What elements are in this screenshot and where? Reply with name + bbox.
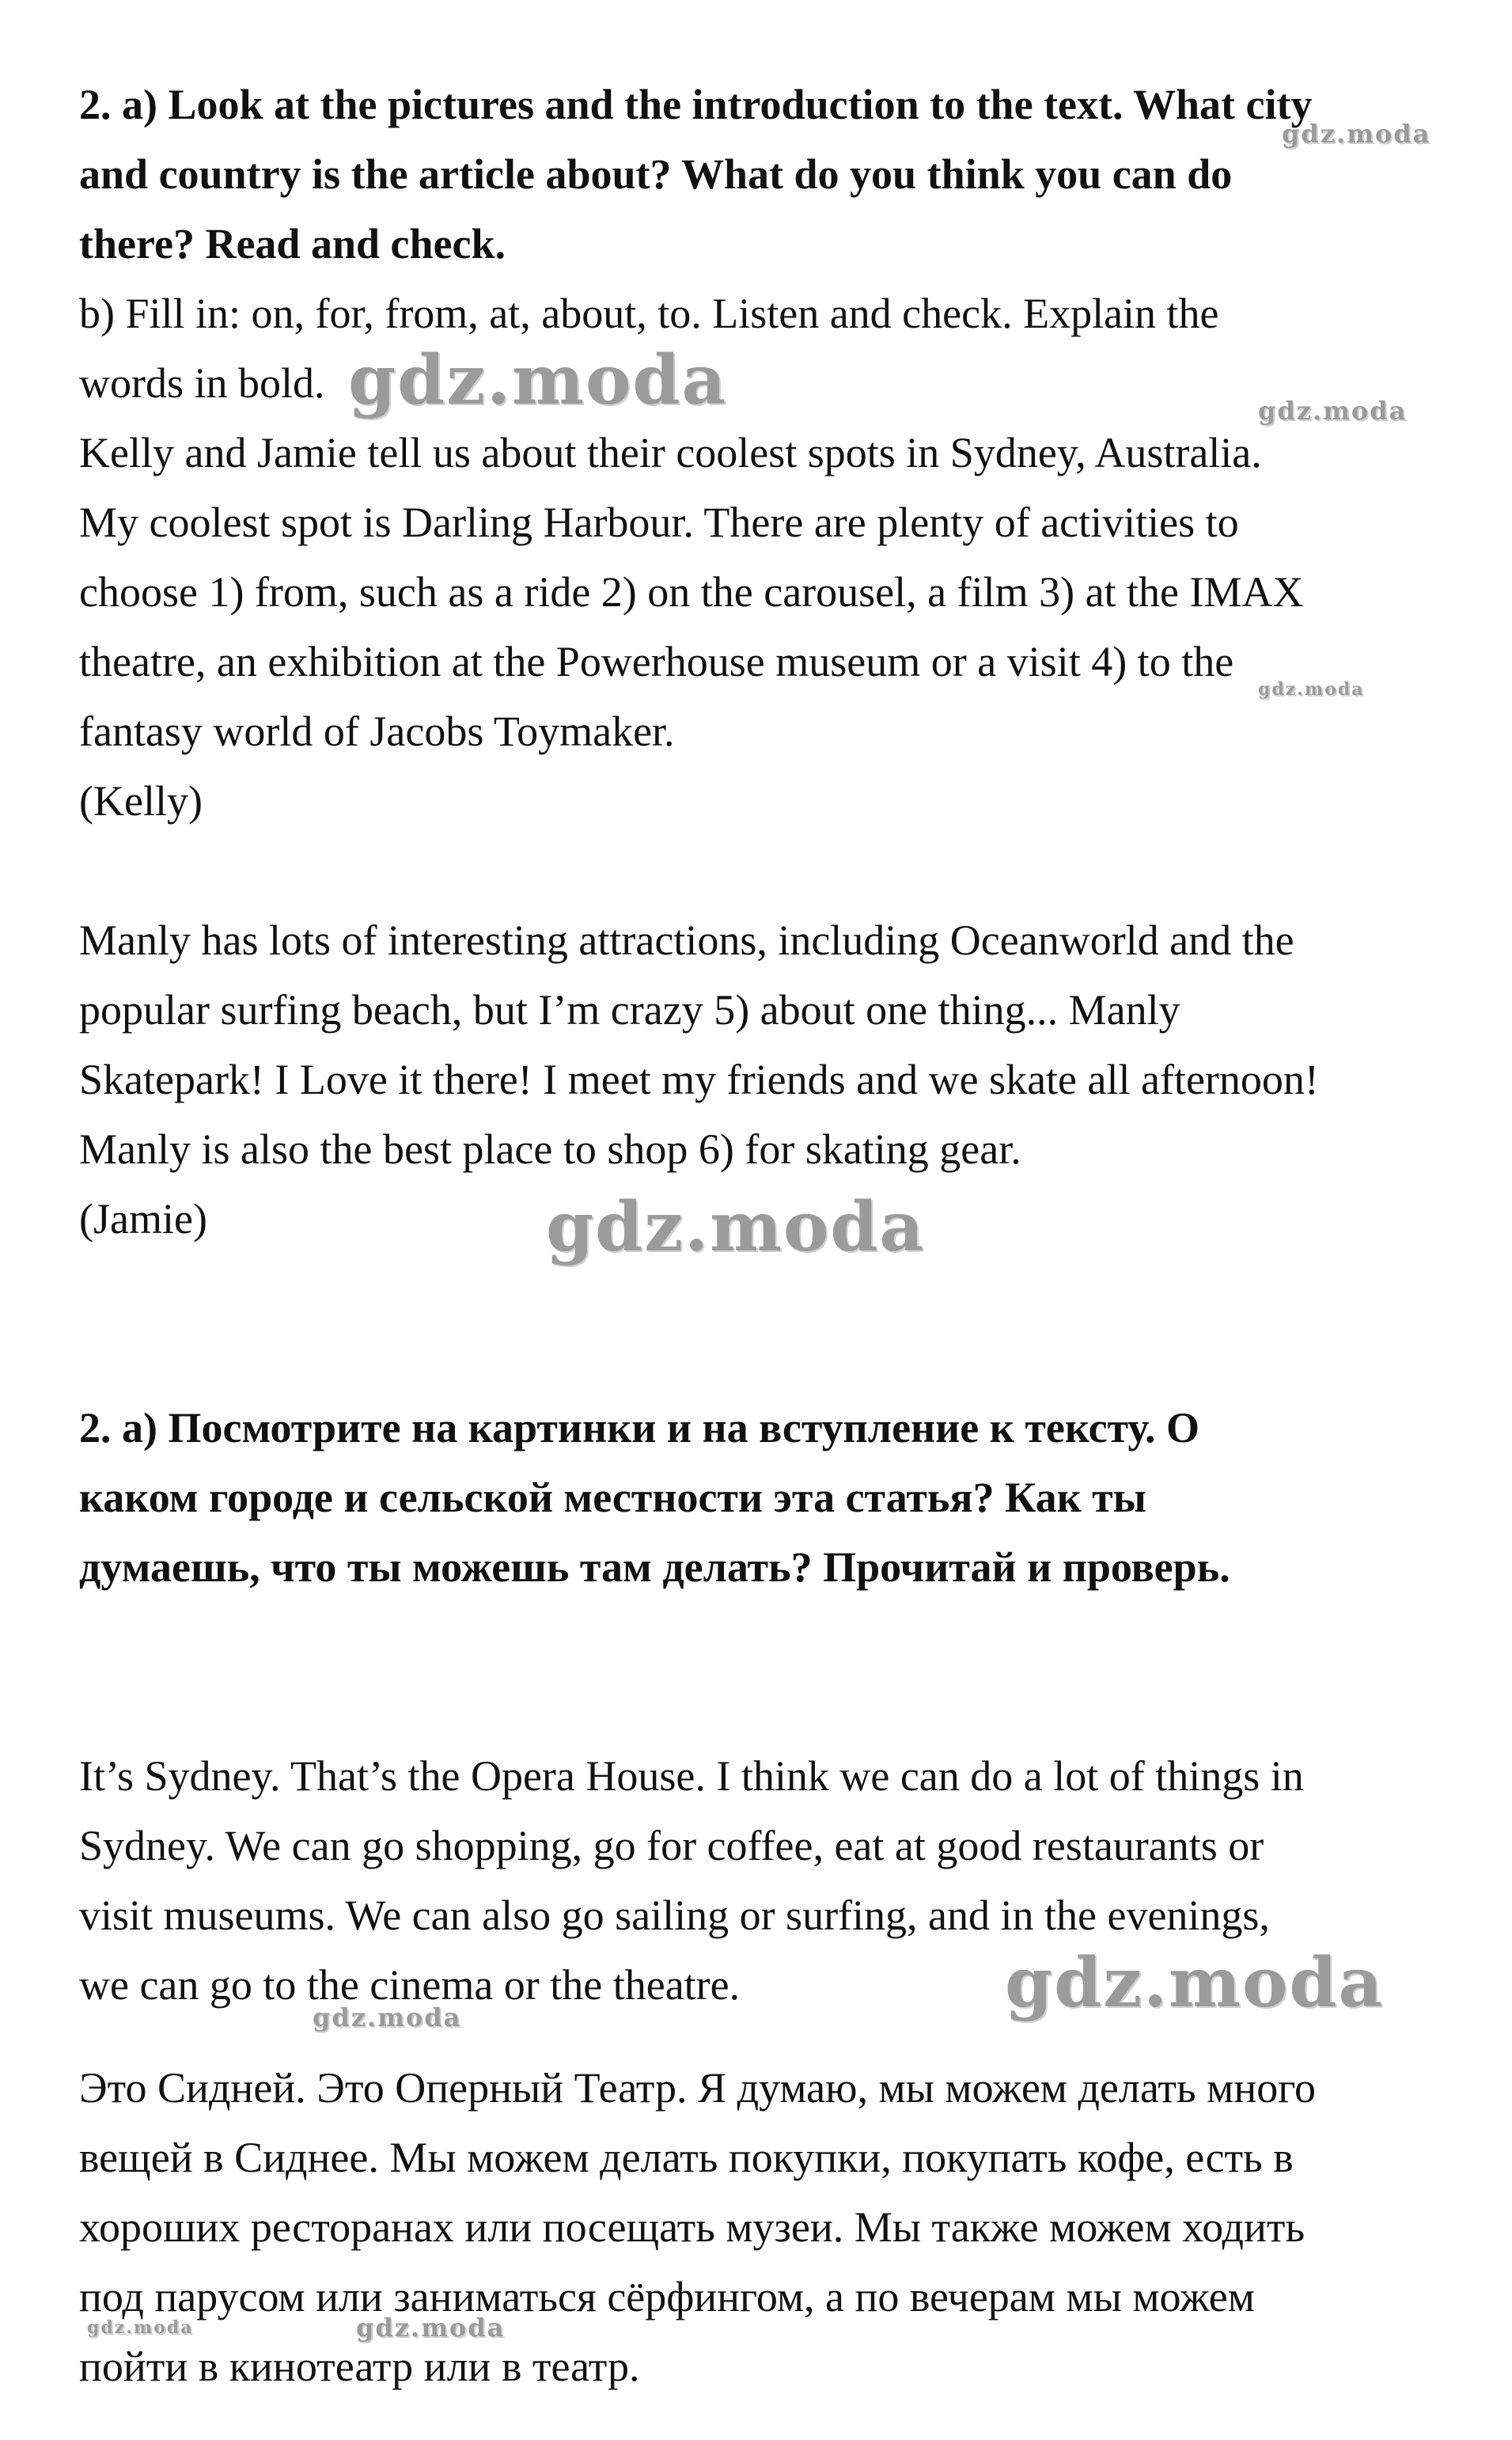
jamie-line: popular surfing beach, but I’m crazy 5) about one thing... Manly <box>79 986 1180 1034</box>
task-a-ru-line: думаешь, что ты можешь там делать? Прочитай и проверь. <box>79 1543 1230 1591</box>
task-b-english <box>79 279 1456 418</box>
watermark: gdz.moda <box>1282 119 1431 149</box>
answer-ru-line: пойти в кинотеатр или в театр. <box>79 2343 640 2390</box>
kelly-line: My coolest spot is Darling Harbour. There are plenty of activities to <box>79 499 1239 546</box>
jamie-signature: (Jamie) <box>79 1195 207 1243</box>
answer-en-line: we can go to the cinema or the theatre. <box>79 1961 741 2009</box>
article-intro <box>79 418 1456 488</box>
watermark: gdz.moda <box>546 1187 926 1267</box>
task-a-ru-line: каком городе и сельской местности эта статья? Как ты <box>79 1474 1146 1521</box>
task-a-line: and country is the article about? What do you think you can do <box>79 150 1233 198</box>
kelly-signature: (Kelly) <box>79 777 203 825</box>
answer-ru-line: хороших ресторанах или посещать музеи. Мы также можем ходить <box>79 2203 1305 2251</box>
watermark: gdz.moda <box>348 340 728 420</box>
spacer <box>79 836 1456 905</box>
task-a-russian <box>79 1393 1456 1602</box>
kelly-line: fantasy world of Jacobs Toymaker. <box>79 708 675 755</box>
spacer <box>79 1602 1456 1741</box>
kelly-line: theatre, an exhibition at the Powerhouse museum or a visit 4) to the <box>79 638 1234 685</box>
jamie-line: Manly is also the best place to shop 6) for skating gear. <box>79 1125 1021 1173</box>
jamie-line: Manly has lots of interesting attractions, including Oceanworld and the <box>79 916 1294 964</box>
answer-ru-line: вещей в Сиднее. Мы можем делать покупки, покупать кофе, есть в <box>79 2134 1294 2181</box>
spacer <box>79 1254 1456 1393</box>
watermark: gdz.moda <box>1258 679 1365 700</box>
watermark: gdz.moda <box>356 2313 506 2343</box>
answer-ru-line: Это Сидней. Это Оперный Театр. Я думаю, мы можем делать много <box>79 2064 1317 2112</box>
task-b-line: words in bold. <box>79 359 325 407</box>
intro-line: Kelly and Jamie tell us about their coolest spots in Sydney, Australia. <box>79 429 1262 476</box>
task-a-line: 2. a) Look at the pictures and the introduction to the text. What city <box>79 81 1313 128</box>
answer-en-line: Sydney. We can go shopping, go for coffee, eat at good restaurants or <box>79 1822 1264 1869</box>
watermark: gdz.moda <box>1258 396 1408 426</box>
answer-en-line: It’s Sydney. That’s the Opera House. I think we can do a lot of things in <box>79 1752 1304 1800</box>
answer-russian <box>79 2053 1456 2401</box>
watermark: gdz.moda <box>313 2002 462 2032</box>
jamie-line: Skatepark! I Love it there! I meet my friends and we skate all afternoon! <box>79 1056 1319 1103</box>
answer-ru-line: под парусом или заниматься сёрфингом, а по вечерам мы можем <box>79 2273 1255 2320</box>
task-a-line: there? Read and check. <box>79 220 506 268</box>
watermark: gdz.moda <box>87 2317 194 2338</box>
kelly-line: choose 1) from, such as a ride 2) on the carousel, a film 3) at the IMAX <box>79 568 1304 616</box>
answer-en-line: visit museums. We can also go sailing or surfing, and in the evenings, <box>79 1892 1270 1939</box>
kelly-paragraph <box>79 488 1456 836</box>
watermark: gdz.moda <box>1005 1943 1385 2023</box>
task-a-english <box>79 70 1456 279</box>
task-a-ru-line: 2. a) Посмотрите на картинки и на вступление к тексту. О <box>79 1404 1199 1451</box>
task-b-line: b) Fill in: on, for, from, at, about, to. Listen and check. Explain the <box>79 290 1219 337</box>
